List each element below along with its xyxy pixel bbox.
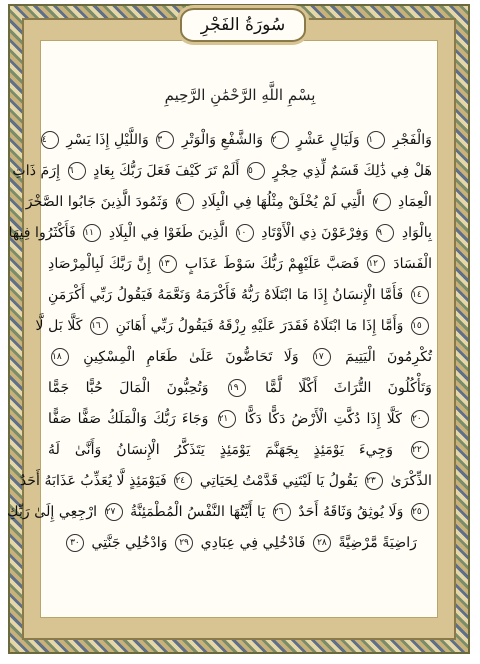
ayah-number-marker: ١ [367, 131, 385, 149]
ayah-number-marker: ١٩ [228, 379, 246, 397]
verse-text: وَالْفَجْرِ [392, 132, 432, 148]
verse-text: وَأَمَّا إِذَا مَا ابْتَلَاهُ فَقَدَرَ عَلَيْهِ رِزْقَهُ فَيَقُولُ رَبِّي أَهَانَنِ [115, 318, 404, 334]
verse-text: وَتَأْكُلُونَ التُّرَاثَ أَكْلًا لَّمًّا [265, 380, 432, 396]
ayah-number-marker: ١٥ [411, 317, 429, 335]
ayah-number-marker: ٢٦ [273, 503, 291, 521]
verse-text: ارْجِعِي إِلَىٰ رَبِّكِ [6, 504, 98, 520]
verse-text: فَادْخُلِي فِي عِبَادِي [200, 535, 306, 551]
ayah-number-marker: ٣٠ [66, 534, 84, 552]
verse-text: وَتُحِبُّونَ الْمَالَ حُبًّا جَمًّا [48, 380, 209, 396]
verse-line [48, 280, 432, 311]
ayah-number-marker: ١٧ [313, 348, 331, 366]
ayah-number-marker: ١٢ [367, 255, 385, 273]
verse-text: بِالْوَادِ [401, 225, 432, 241]
verse-text: أَلَمْ تَرَ كَيْفَ فَعَلَ رَبُّكَ بِعَادٍ [93, 163, 240, 179]
verses-block [6, 125, 433, 559]
verse-line [19, 466, 432, 497]
verse-text: وَلَا تَحَاضُّونَ عَلَىٰ طَعَامِ الْمِسْكِينِ [83, 349, 299, 365]
verse-line [48, 435, 432, 466]
ayah-number-marker: ٢ [271, 131, 289, 149]
ayah-number-marker: ٢٣ [365, 472, 383, 490]
surah-title: سُورَةُ الفَجْرِ [200, 15, 286, 35]
verse-text: الَّذِينَ طَغَوْا فِي الْبِلَادِ [108, 225, 229, 241]
ayah-number-marker: ٢١ [218, 410, 236, 428]
verse-line [25, 187, 432, 218]
verse-line [8, 218, 432, 249]
verse-text: وَثَمُودَ الَّذِينَ جَابُوا الصَّخْرَ [25, 194, 169, 210]
ayah-number-marker: ١١ [83, 224, 101, 242]
verse-text: رَاضِيَةً مَّرْضِيَّةً [338, 535, 418, 551]
verse-text: فَيَوْمَئِذٍ لَّا يُعَذِّبُ عَذَابَهُ أَحَدٌ [19, 473, 167, 489]
verse-line [48, 528, 432, 559]
ayah-number-marker: ١٣ [159, 255, 177, 273]
verse-text: إِرَمَ ذَاتِ [12, 163, 61, 179]
verse-text: الْعِمَادِ [398, 194, 432, 210]
verse-text: وَفِرْعَوْنَ ذِي الْأَوْتَادِ [261, 225, 369, 241]
verse-text: يَقُولُ يَا لَيْتَنِي قَدَّمْتُ لِحَيَاتِي [199, 473, 358, 489]
verse-text: وَالشَّفْعِ وَالْوَتْرِ [181, 132, 264, 148]
verse-text: وَلَيَالٍ عَشْرٍ [296, 132, 360, 148]
verse-text: وَجِيءَ يَوْمَئِذٍ بِجَهَنَّمَ يَوْمَئِذٍ يَتَذَكَّرُ الْإِنسَانُ وَأَنَّىٰ لَهُ [48, 442, 394, 458]
verse-line [35, 311, 432, 342]
ayah-number-marker: ٢٠ [411, 410, 429, 428]
verse-line [48, 249, 432, 280]
ayah-number-marker: ٦ [68, 162, 86, 180]
ayah-number-marker: ١٤ [411, 286, 429, 304]
verse-text: الَّتِي لَمْ يُخْلَقْ مِثْلُهَا فِي الْبِلَادِ [201, 194, 366, 210]
verse-text: فَأَكْثَرُوا فِيهَا [8, 225, 76, 241]
ayah-number-marker: ٥ [247, 162, 265, 180]
ayah-number-marker: ١٦ [90, 317, 108, 335]
ayah-number-marker: ٢٥ [411, 503, 429, 521]
ayah-number-marker: ٨ [176, 193, 194, 211]
ayah-number-marker: ٤ [41, 131, 59, 149]
verse-text: هَلْ فِي ذَٰلِكَ قَسَمٌ لِّذِي حِجْرٍ [272, 163, 432, 179]
verse-text: فَصَبَّ عَلَيْهِمْ رَبُّكَ سَوْطَ عَذَابٍ [184, 256, 360, 272]
verse-text: وَادْخُلِي جَنَّتِي [91, 535, 168, 551]
ayah-number-marker: ٢٢ [411, 441, 429, 459]
verse-text: إِنَّ رَبَّكَ لَبِالْمِرْصَادِ [48, 256, 151, 272]
basmala: بِسْمِ اللَّهِ الرَّحْمَٰنِ الرَّحِيمِ [164, 86, 316, 104]
verse-text: الذِّكْرَىٰ [390, 473, 432, 489]
verse-text: كَلَّا إِذَا دُكَّتِ الْأَرْضُ دَكًّا دَكًّا [244, 411, 402, 427]
ayah-number-marker: ١٠ [236, 224, 254, 242]
verse-text: وَلَا يُوثِقُ وَثَاقَهُ أَحَدٌ [298, 504, 404, 520]
verse-line [41, 125, 432, 156]
verse-text: كَلَّا بَل لَّا [35, 318, 83, 334]
verse-text: فَأَمَّا الْإِنسَانُ إِذَا مَا ابْتَلَاهُ رَبُّهُ فَأَكْرَمَهُ وَنَعَّمَهُ فَيَقُولُ رَبِّي أَكْرَمَنِ [48, 287, 404, 303]
verse-text: يَا أَيَّتُهَا النَّفْسُ الْمُطْمَئِنَّةُ [130, 504, 266, 520]
verse-text: وَجَاءَ رَبُّكَ وَالْمَلَكُ صَفًّا صَفًّا [48, 411, 209, 427]
ayah-number-marker: ٢٨ [313, 534, 331, 552]
verse-line [6, 497, 432, 528]
verse-line [48, 373, 432, 404]
verse-line [48, 404, 432, 435]
surah-title-frame [180, 8, 306, 42]
ayah-number-marker: ٢٤ [174, 472, 192, 490]
verse-text: تُكْرِمُونَ الْيَتِيمَ [345, 349, 433, 365]
ayah-number-marker: ٧ [373, 193, 391, 211]
verse-line [48, 342, 432, 373]
verse-text: وَاللَّيْلِ إِذَا يَسْرِ [66, 132, 149, 148]
ayah-number-marker: ٢٧ [105, 503, 123, 521]
ayah-number-marker: ٣ [156, 131, 174, 149]
verse-text: الْفَسَادَ [393, 256, 433, 272]
verse-line [12, 156, 432, 187]
ayah-number-marker: ٢٩ [175, 534, 193, 552]
ayah-number-marker: ١٨ [51, 348, 69, 366]
ayah-number-marker: ٩ [376, 224, 394, 242]
